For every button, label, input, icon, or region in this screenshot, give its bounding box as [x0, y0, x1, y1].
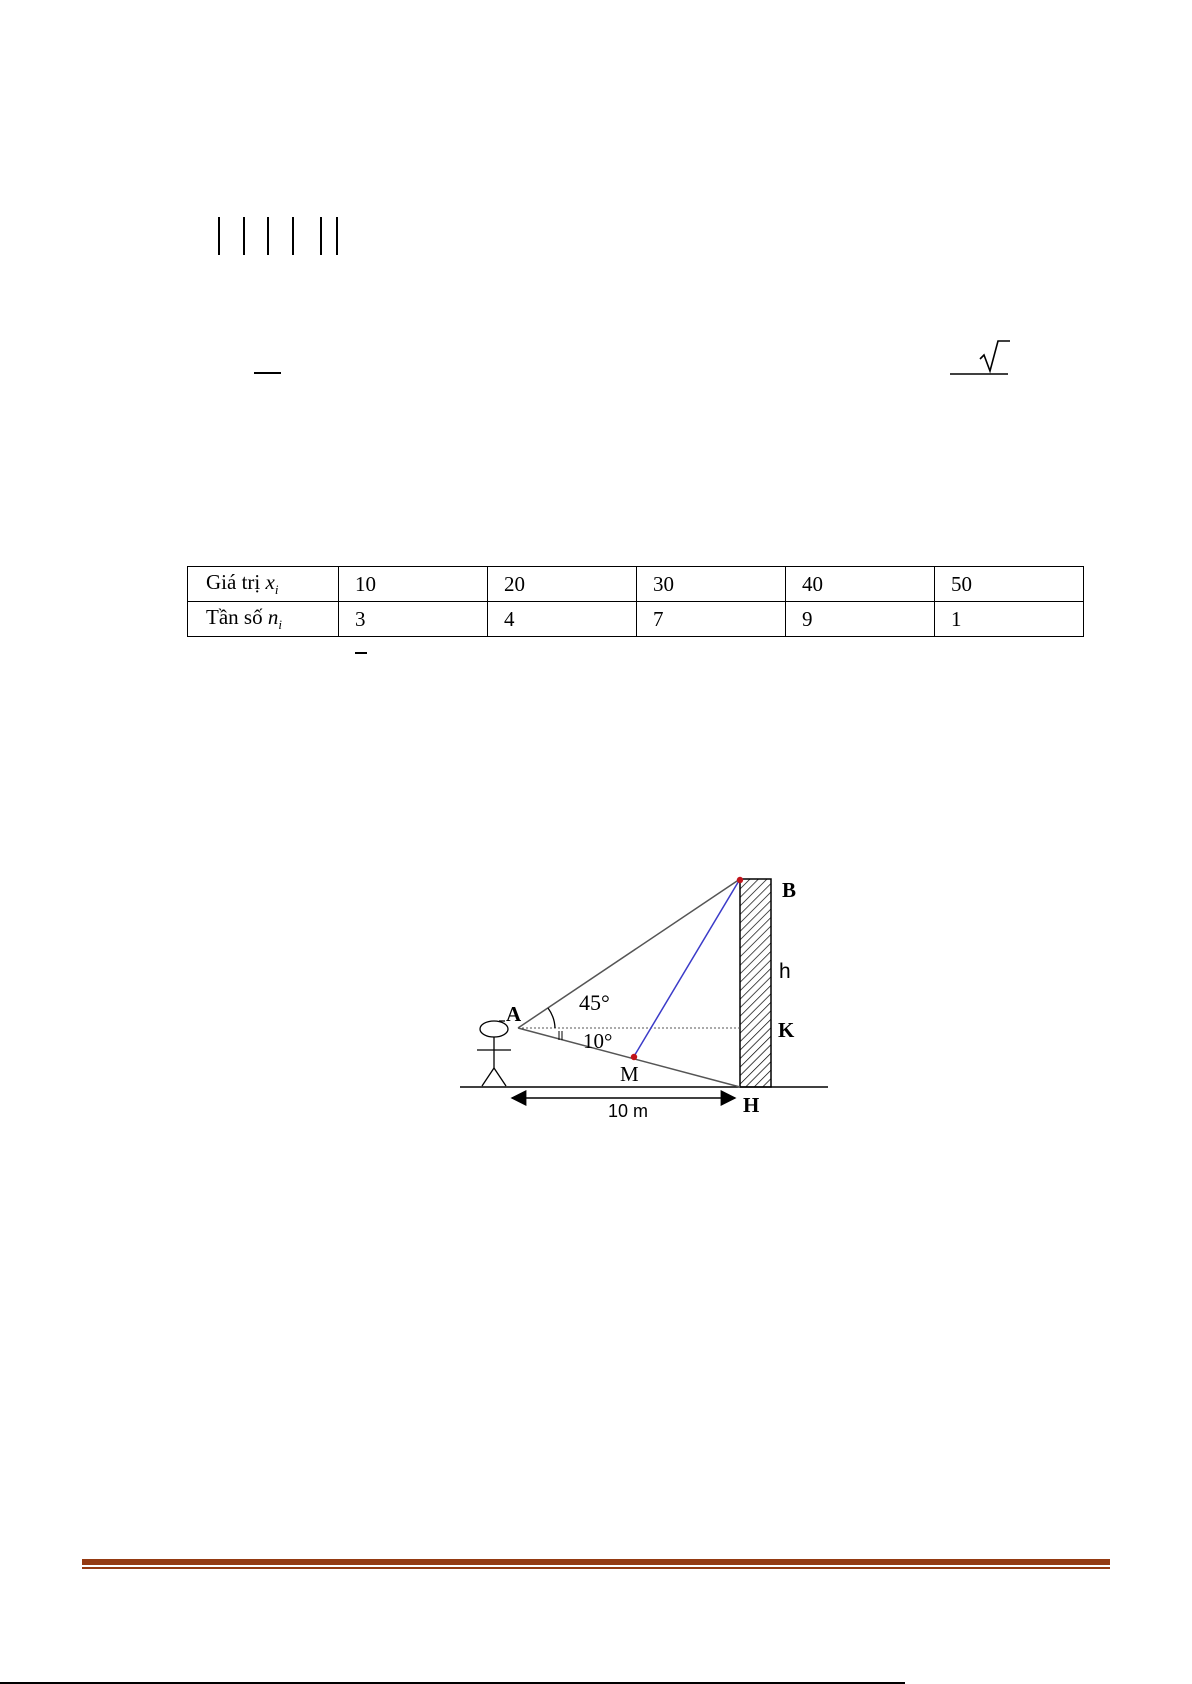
- table-cell: 30: [637, 567, 786, 602]
- table-cell: 7: [637, 602, 786, 637]
- line-AB: [518, 879, 740, 1028]
- table-cell: 1: [935, 602, 1084, 637]
- angle-label-10: 10°: [583, 1029, 613, 1053]
- table-cell: 20: [488, 567, 637, 602]
- angle-arc-45: [548, 1008, 555, 1028]
- label-A: A: [506, 1002, 522, 1026]
- sqrt-fraction-fragment: [948, 337, 1010, 377]
- abs-bar: [336, 217, 338, 255]
- geometry-figure: [455, 868, 840, 1128]
- abs-bar: [243, 217, 245, 255]
- overline-fragment: [355, 652, 367, 654]
- distance-label: 10 m: [608, 1101, 649, 1121]
- label-M: M: [620, 1062, 639, 1086]
- table-cell: 9: [786, 602, 935, 637]
- abs-bar: [320, 217, 322, 255]
- var-x: x: [265, 570, 275, 594]
- angle-label-45: 45°: [579, 990, 610, 1015]
- fraction-line: [254, 372, 281, 374]
- header-value-label: Giá trị: [206, 570, 261, 594]
- table-header-value: [188, 567, 339, 602]
- label-H: H: [743, 1093, 760, 1117]
- label-B: B: [782, 878, 797, 902]
- header-freq-label: Tần số: [206, 605, 263, 629]
- line-MB: [633, 879, 740, 1058]
- table-cell: 50: [935, 567, 1084, 602]
- subscript-i: i: [274, 582, 279, 597]
- person-icon: [477, 1021, 511, 1086]
- abs-bar: [267, 217, 269, 255]
- label-h: h: [779, 960, 791, 983]
- table-cell: 40: [786, 567, 935, 602]
- var-n: n: [267, 605, 279, 629]
- table-row: [188, 567, 1084, 602]
- subscript-i: i: [278, 617, 282, 632]
- abs-bar: [292, 217, 294, 255]
- table-row: [188, 602, 1084, 637]
- footer-rule-thick: [82, 1559, 1110, 1565]
- point-M: [631, 1054, 637, 1060]
- frequency-table: [187, 566, 1084, 637]
- label-K: K: [778, 1018, 795, 1042]
- point-B: [737, 877, 743, 883]
- table-cell: 3: [339, 602, 488, 637]
- table-cell: 4: [488, 602, 637, 637]
- table-cell: 10: [339, 567, 488, 602]
- abs-bar: [218, 217, 220, 255]
- wall: [740, 879, 771, 1087]
- table-header-frequency: [188, 602, 339, 637]
- footer-rule-thin: [82, 1567, 1110, 1569]
